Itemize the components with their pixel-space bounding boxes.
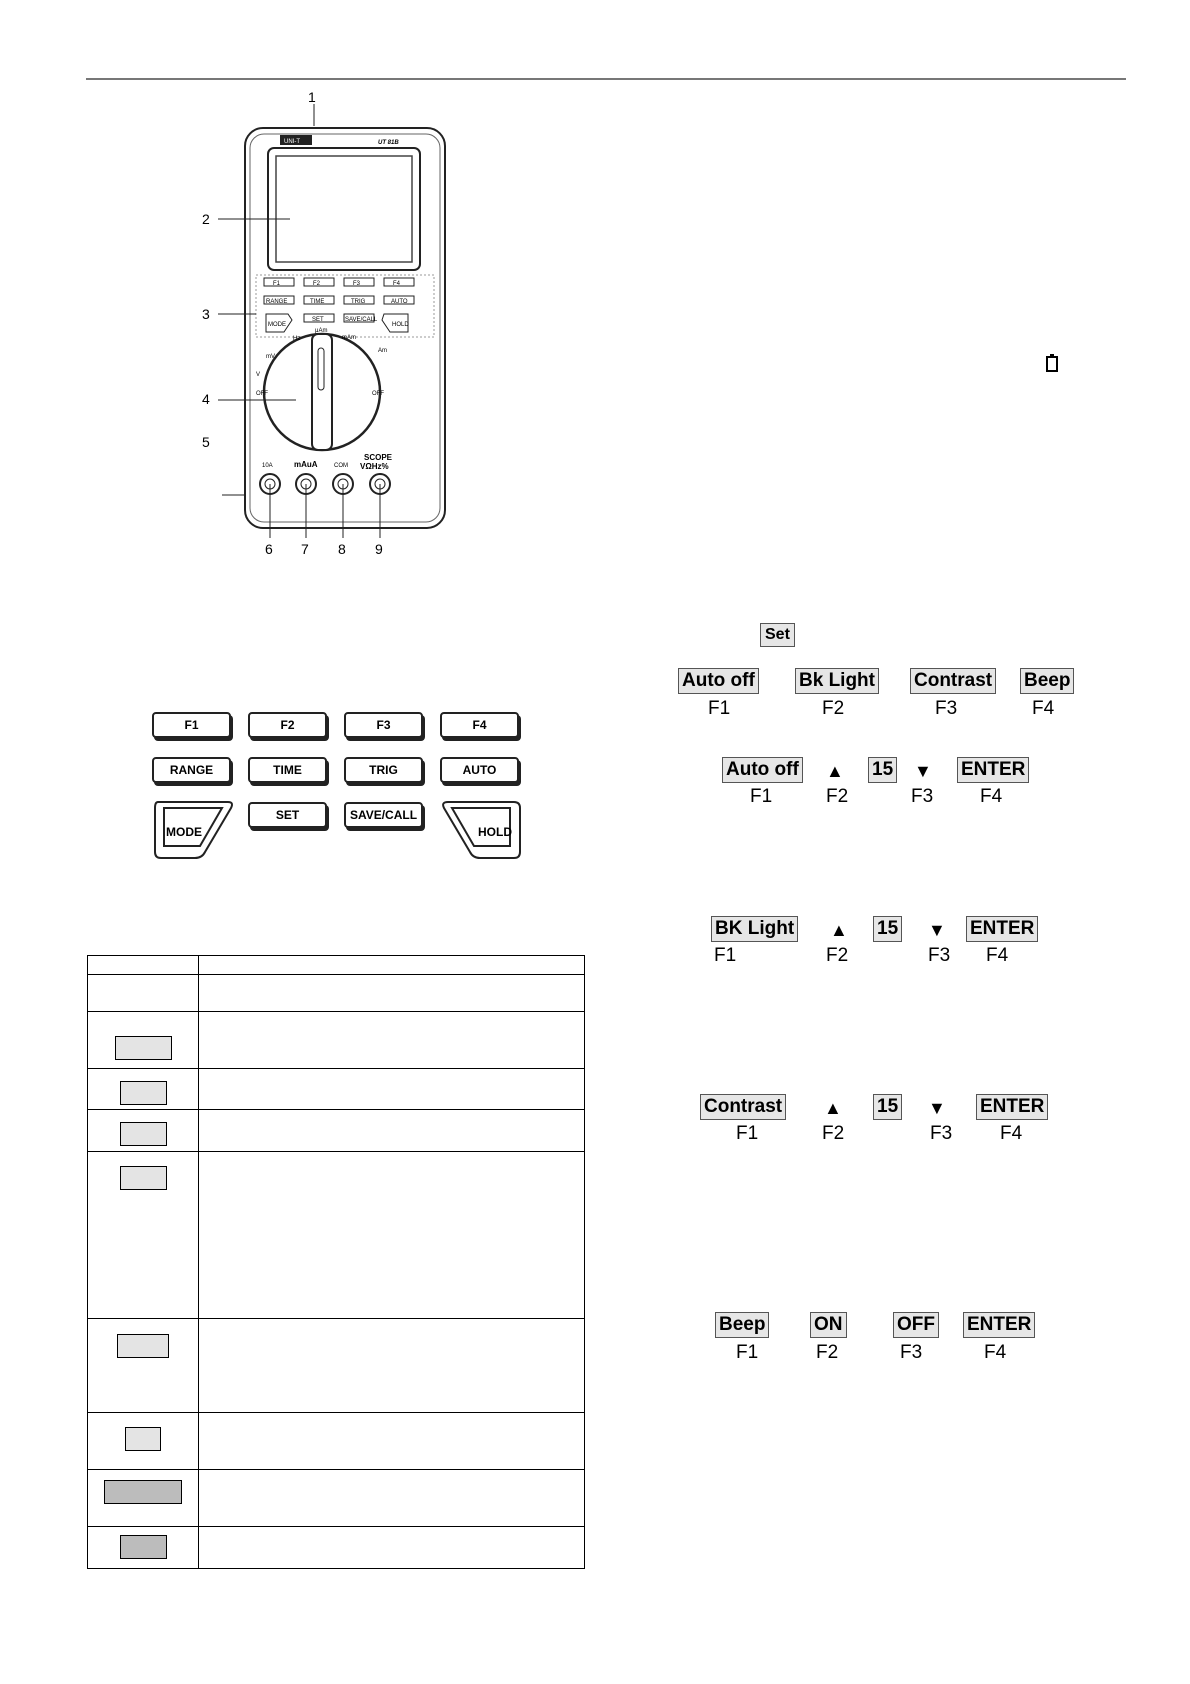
- enter-label: ENTER: [957, 757, 1029, 783]
- svg-text:μAm: μAm: [315, 328, 328, 334]
- table-row: [88, 1527, 585, 1569]
- f3-key: F3: [344, 712, 423, 738]
- fkey-label: F2: [816, 1342, 839, 1363]
- beep-on-label: ON: [810, 1312, 847, 1338]
- up-arrow-icon: ▲: [826, 761, 844, 781]
- svg-text:F4: F4: [393, 281, 401, 287]
- fkey-label: F1: [714, 945, 737, 966]
- table-row: [88, 1319, 585, 1413]
- key-swatch: [120, 1122, 167, 1146]
- svg-text:V: V: [256, 372, 261, 378]
- fkey-label: F4: [980, 786, 1003, 807]
- fkey-label: F1: [736, 1342, 759, 1363]
- menu-bk-light: Bk Light: [795, 668, 879, 694]
- f1-key: F1: [152, 712, 231, 738]
- callout-3: 3: [202, 306, 210, 322]
- table-row: [88, 975, 585, 1012]
- keypad-diagram: [150, 712, 530, 872]
- down-arrow-icon: ▼: [928, 920, 946, 940]
- callout-5: 5: [202, 434, 210, 450]
- fkey-label: F4: [1000, 1123, 1023, 1144]
- key-function-table: [87, 955, 585, 1569]
- callout-8: 8: [338, 541, 346, 557]
- f4-key: F4: [440, 712, 519, 738]
- multimeter-drawing: [200, 90, 480, 560]
- fkey-label: F4: [984, 1342, 1007, 1363]
- fkey-label: F1: [750, 786, 773, 807]
- table-row: [88, 1470, 585, 1527]
- fkey-label: F2: [822, 698, 845, 719]
- set-label: Set: [760, 623, 795, 647]
- svg-text:OFF: OFF: [372, 391, 384, 397]
- multimeter-diagram: [200, 90, 480, 560]
- table-row: [88, 1110, 585, 1152]
- auto-key: AUTO: [440, 757, 519, 783]
- fkey-label: F1: [736, 1123, 759, 1144]
- battery-icon: [1046, 354, 1058, 377]
- svg-text:F1: F1: [273, 281, 281, 287]
- table-row: [88, 1012, 585, 1069]
- enter-label: ENTER: [966, 916, 1038, 942]
- down-arrow-icon: ▼: [928, 1098, 946, 1118]
- fkey-label: F4: [986, 945, 1009, 966]
- key-swatch: [104, 1480, 182, 1504]
- table-row: [88, 1413, 585, 1470]
- hold-key: [440, 800, 522, 860]
- auto-off-value: 15: [868, 757, 897, 783]
- up-arrow-icon: ▲: [824, 1098, 842, 1118]
- menu-contrast: Contrast: [910, 668, 996, 694]
- model-text: UT 81B: [378, 140, 399, 146]
- key-swatch: [120, 1535, 167, 1559]
- bk-light-label: BK Light: [711, 916, 798, 942]
- table-row: [88, 1152, 585, 1319]
- key-swatch: [125, 1427, 161, 1451]
- menu-auto-off: Auto off: [678, 668, 759, 694]
- svg-text:SET: SET: [312, 317, 324, 323]
- table-row: [88, 1069, 585, 1110]
- fkey-label: F3: [911, 786, 934, 807]
- svg-text:mAm: mAm: [342, 335, 356, 341]
- save-call-key: SAVE/CALL: [344, 802, 423, 828]
- range-key: RANGE: [152, 757, 231, 783]
- svg-text:HOLD: HOLD: [392, 322, 409, 328]
- fkey-label: F1: [708, 698, 731, 719]
- callout-7: 7: [301, 541, 309, 557]
- svg-text:mAuA: mAuA: [294, 460, 318, 469]
- beep-off-label: OFF: [893, 1312, 939, 1338]
- time-key: TIME: [248, 757, 327, 783]
- svg-text:VΩHz%: VΩHz%: [360, 462, 389, 471]
- svg-text:10A: 10A: [262, 463, 273, 469]
- enter-label: ENTER: [976, 1094, 1048, 1120]
- header-rule: [86, 78, 1126, 80]
- down-arrow-icon: ▼: [914, 761, 932, 781]
- key-swatch: [117, 1334, 169, 1358]
- svg-text:OFF: OFF: [256, 391, 268, 397]
- key-swatch: [120, 1081, 167, 1105]
- fkey-label: F3: [935, 698, 958, 719]
- svg-text:F3: F3: [353, 281, 361, 287]
- svg-text:RANGE: RANGE: [266, 299, 288, 305]
- enter-label: ENTER: [963, 1312, 1035, 1338]
- f2-key: F2: [248, 712, 327, 738]
- svg-text:HOLD: HOLD: [478, 825, 512, 839]
- callout-9: 9: [375, 541, 383, 557]
- svg-text:F2: F2: [313, 281, 321, 287]
- trig-key: TRIG: [344, 757, 423, 783]
- svg-text:MODE: MODE: [268, 322, 286, 328]
- contrast-value: 15: [873, 1094, 902, 1120]
- svg-text:SCOPE: SCOPE: [364, 453, 393, 462]
- callout-2: 2: [202, 211, 210, 227]
- svg-text:Am: Am: [378, 348, 387, 354]
- key-swatch: [120, 1166, 167, 1190]
- svg-text:AUTO: AUTO: [391, 299, 408, 305]
- svg-text:Hz: Hz: [293, 336, 301, 342]
- bk-light-value: 15: [873, 916, 902, 942]
- svg-text:COM: COM: [334, 463, 348, 469]
- up-arrow-icon: ▲: [830, 920, 848, 940]
- key-swatch: [115, 1036, 172, 1060]
- svg-text:TRIG: TRIG: [351, 299, 366, 305]
- contrast-label: Contrast: [700, 1094, 786, 1120]
- mode-key: [152, 800, 234, 860]
- table-header-row: [88, 956, 585, 975]
- fkey-label: F2: [822, 1123, 845, 1144]
- menu-beep: Beep: [1020, 668, 1074, 694]
- beep-label: Beep: [715, 1312, 769, 1338]
- set-key: SET: [248, 802, 327, 828]
- brand-text: UNI-T: [284, 139, 300, 145]
- fkey-label: F3: [928, 945, 951, 966]
- fkey-label: F2: [826, 945, 849, 966]
- fkey-label: F3: [930, 1123, 953, 1144]
- fkey-label: F3: [900, 1342, 923, 1363]
- lcd-screen: [268, 148, 420, 270]
- fkey-label: F4: [1032, 698, 1055, 719]
- callout-4: 4: [202, 391, 210, 407]
- callout-1: 1: [308, 90, 316, 105]
- svg-text:mV: mV: [266, 354, 275, 360]
- callout-6: 6: [265, 541, 273, 557]
- fkey-label: F2: [826, 786, 849, 807]
- svg-text:MODE: MODE: [166, 825, 202, 839]
- auto-off-label: Auto off: [722, 757, 803, 783]
- svg-text:TIME: TIME: [310, 299, 325, 305]
- svg-text:SAVE/CALL: SAVE/CALL: [345, 317, 378, 323]
